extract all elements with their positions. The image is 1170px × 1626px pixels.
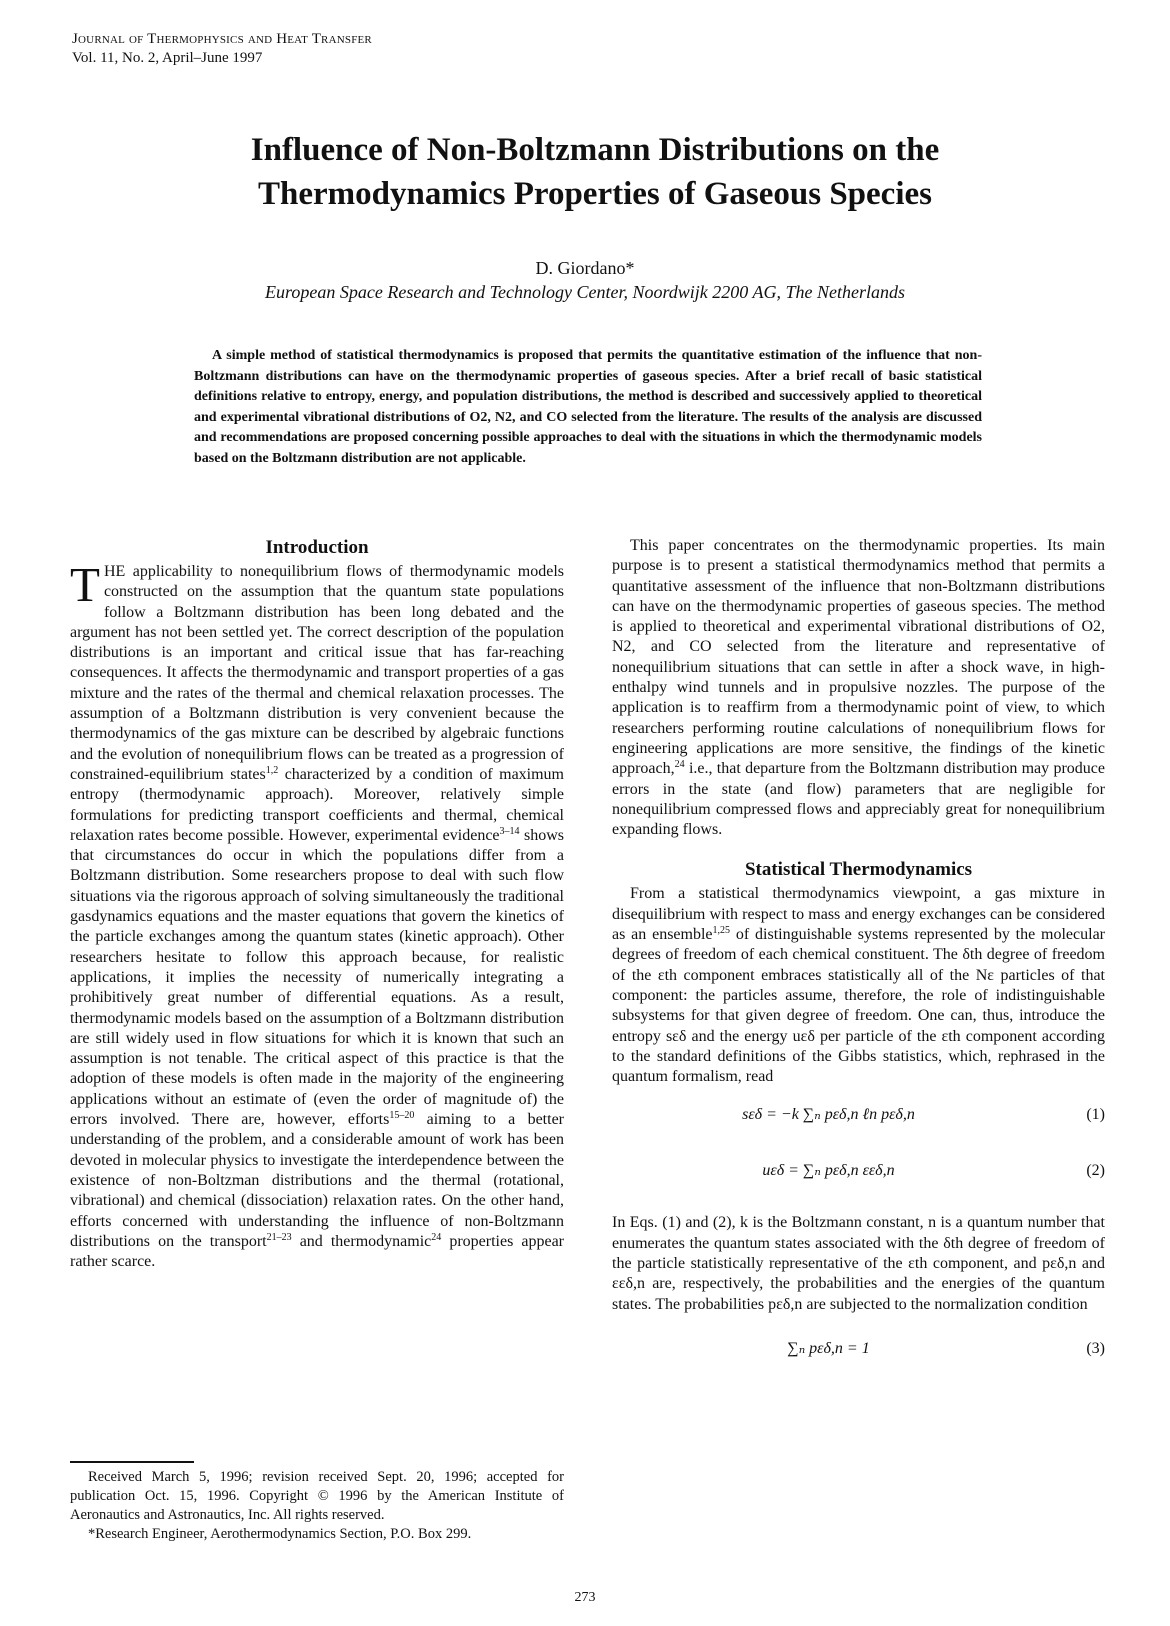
paragraph: From a statistical thermodynamics viewpoint, a gas mixture in disequilibrium with respect to mass and energy exchanges can be considered as an ensemble$^{1,25}$ of distinguishable systems represented by the molecular degrees of freedom of each chemical constituent. The δth degree of freedom of the εth component embraces statistically all of the Nε particles of that component: the particles assume, therefore, the role of indistinguishable subsystems for that given degree of freedom. One can, thus, introduce the entropy sεδ and the energy uεδ per particle of the εth component according to the standard definitions of the Gibbs statistics, which, rephrased in the quantum formalism, read [612, 885, 1105, 1086]
paper-title [100, 128, 1090, 216]
ref-superscript: 24 [431, 1231, 442, 1243]
equation-1-body: sεδ = −k ∑ₙ pεδ,n ℓn pεδ,n [742, 1106, 915, 1124]
ref-superscript: 21–23 [266, 1231, 292, 1243]
drop-cap: T [70, 557, 100, 612]
equation-1 [612, 1095, 1105, 1143]
ref-superscript: 1,25 [712, 925, 731, 937]
equation-1-number: (1) [1086, 1106, 1105, 1124]
journal-header [72, 30, 372, 68]
journal-issue: Vol. 11, No. 2, April–June 1997 [72, 50, 263, 66]
right-column [612, 536, 1105, 1385]
left-column [70, 536, 564, 1272]
footnote-received: Received March 5, 1996; revision received Sept. 20, 1996; accepted for publication Oct. 15, 1996. Copyright © 1996 by the American Institute of Aeronautics and Astronautics, Inc. All rights reserved. [70, 1469, 564, 1523]
equation-3-number: (3) [1086, 1339, 1105, 1357]
paragraph: In Eqs. (1) and (2), k is the Boltzmann constant, n is a quantum number that enumerates the quantum states associated with the δth degree of freedom of the particle statistically representative of the εth component, and pεδ,n and εεδ,n are, respectively, the probabilities and the energies of the quantum states. The probabilities pεδ,n are subjected to the normalization condition [612, 1214, 1105, 1313]
journal-name: Journal of Thermophysics and Heat Transfer [72, 31, 372, 47]
section-heading-statistical-thermodynamics: Statistical Thermodynamics [744, 859, 973, 881]
ref-superscript: 24 [674, 759, 685, 771]
page-number: 273 [574, 1590, 596, 1605]
affiliation: European Space Research and Technology Center, Noordwijk 2200 AG, The Netherlands [265, 282, 905, 302]
equation-3 [612, 1329, 1105, 1377]
intro-paragraph: THE applicability to nonequilibrium flows of thermodynamic models constructed on the assumption that the quantum state populations follow a Boltzmann distribution has been long debated and the argument has not been settled yet. The correct description of the population distributions is an important and critical issue that has far-reaching consequences. It affects the thermodynamic and transport properties of a gas mixture and the rates of the thermal and chemical relaxation processes. The assumption of a Boltzmann distribution is very convenient because the thermodynamics of the gas mixture can be described by algebraic functions and the evolution of nonequilibrium flows can be treated as a progression of constrained-equilibrium states$^{1,2}$ characterized by a condition of maximum entropy (thermodynamic approach). Moreover, relatively simple formulations for predicting transport coefficients and thermal, chemical relaxation rates become possible. However, experimental evidence$^{3-14}$ shows that circumstances do occur in which the populations differ from a Boltzmann distribution. Some researchers propose to deal with such flow situations via the rigorous approach of solving simultaneously the traditional gasdynamics equations and the master equations that govern the kinetics of the particle exchanges among the quantum states (kinetic approach). Other researchers hesitate to follow this approach because, for realistic applications, it implies the necessity of numerically integrating a prohibitively great number of differential equations. As a result, thermodynamic models based on the assumption of a Boltzmann distribution are still widely used in flow situations for which it is known that such an assumption is not tenable. The critical aspect of this practice is that the adoption of these models is often made in the majority of the engineering applications without an estimate of (even the order of magnitude of) the errors involved. There are, however, efforts$^{15-20}$ aiming to a better understanding of the problem, and a considerable amount of work has been devoted in molecular physics to investigate the interdependence between the existence of non-Boltzman distributions and the thermal (rotational, vibrational) and chemical (dissociation) relaxation rates. On the other hand, efforts concerned with understanding the influence of non-Boltzmann distributions on the transport$^{21-23}$ and thermodynamic$^{24}$ properties appear rather scarce. [70, 557, 565, 1271]
equation-2 [612, 1151, 1105, 1199]
paragraph: This paper concentrates on the thermodynamic properties. Its main purpose is to present a statistical thermodynamics method that permits a quantitative assessment of the influence that non-Boltzmann distributions can have on the thermodynamic properties of gaseous species. The method is applied to theoretical and experimental vibrational distributions of O2, N2, and CO selected from the literature and representative of nonequilibrium situations that can settle in after a shock wave, in high-enthalpy wind tunnels and in propulsive nozzles. The purpose of the application is to reaffirm from a thermodynamic point of view, to which researchers performing routine calculations of nonequilibrium flows for engineering applications are more sensitive, the findings of the kinetic approach,$^{24}$ i.e., that departure from the Boltzmann distribution may produce errors in the state (and flow) parameters that are negligible for nonequilibrium compressed flows and appreciably great for nonequilibrium expanding flows. [612, 537, 1105, 839]
footnote-rule [70, 1461, 194, 1463]
abstract: A simple method of statistical thermodynamics is proposed that permits the quantitative estimation of the influence that non-Boltzmann distributions can have on the thermodynamic properties of gaseous species. After a brief recall of basic statistical definitions relative to entropy, energy, and population distributions, the method is described and successively applied to theoretical and experimental vibrational distributions of O2, N2, and CO selected from the literature. The results of the analysis are discussed and recommendations are proposed concerning possible approaches to deal with the situations in which the thermodynamic models based on the Boltzmann distribution are not applicable. [194, 348, 982, 466]
section-heading-introduction: Introduction [265, 537, 369, 558]
ref-superscript: 15–20 [389, 1110, 415, 1122]
title-line-1: Influence of Non-Boltzmann Distributions on the [250, 132, 940, 168]
author: D. Giordano* [535, 258, 635, 278]
ref-superscript: 3–14 [499, 825, 520, 837]
title-line-2: Thermodynamics Properties of Gaseous Species [257, 176, 932, 212]
footnote-author: *Research Engineer, Aerothermodynamics Section, P.O. Box 299. [88, 1526, 472, 1542]
equation-3-body: ∑ₙ pεδ,n = 1 [787, 1339, 870, 1357]
ref-superscript: 1,2 [265, 764, 279, 776]
footnotes [70, 1468, 564, 1544]
equation-2-body: uεδ = ∑ₙ pεδ,n εεδ,n [762, 1162, 895, 1180]
equation-2-number: (2) [1086, 1162, 1105, 1180]
